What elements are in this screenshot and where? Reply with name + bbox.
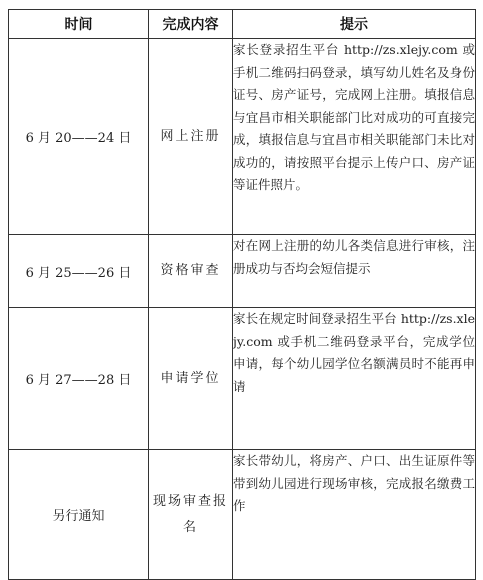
header-time: 时间 <box>9 10 149 39</box>
table-row <box>9 308 476 450</box>
row-time: 6 月 27——28 日 <box>9 308 149 450</box>
table-row <box>9 450 476 580</box>
row-tip: 家长带幼儿，将房产、户口、出生证原件等带到幼儿园进行现场审核，完成报名缴费工作 <box>233 450 476 580</box>
row-tip: 家长登录招生平台 http://zs.xlejy.com 或手机二维码扫码登录，填写幼儿姓名及身份证号、房产证号，完成网上注册。填报信息与宜昌市相关职能部门比对成功的可直接完成，填报信息与宜昌市相关职能部门未比对成功的，请按照平台提示上传户口、房产证等证件照片。 <box>233 39 476 235</box>
row-content: 资格审查 <box>149 235 233 308</box>
row-tip: 家长在规定时间登录招生平台 http://zs.xlejy.com 或手机二维码登录平台，完成学位申请，每个幼儿园学位名额满员时不能再申请 <box>233 308 476 450</box>
row-content: 申请学位 <box>149 308 233 450</box>
table-row <box>9 39 476 235</box>
table-row <box>9 235 476 308</box>
row-time: 6 月 20——24 日 <box>9 39 149 235</box>
table-header-row <box>9 10 476 39</box>
row-time: 6 月 25——26 日 <box>9 235 149 308</box>
registration-schedule-table <box>8 9 476 580</box>
row-content: 现场审查报名 <box>149 450 233 580</box>
row-content: 网上注册 <box>149 39 233 235</box>
row-time: 另行通知 <box>9 450 149 580</box>
header-tips: 提示 <box>233 10 476 39</box>
header-content: 完成内容 <box>149 10 233 39</box>
row-tip: 对在网上注册的幼儿各类信息进行审核，注册成功与否均会短信提示 <box>233 235 476 308</box>
